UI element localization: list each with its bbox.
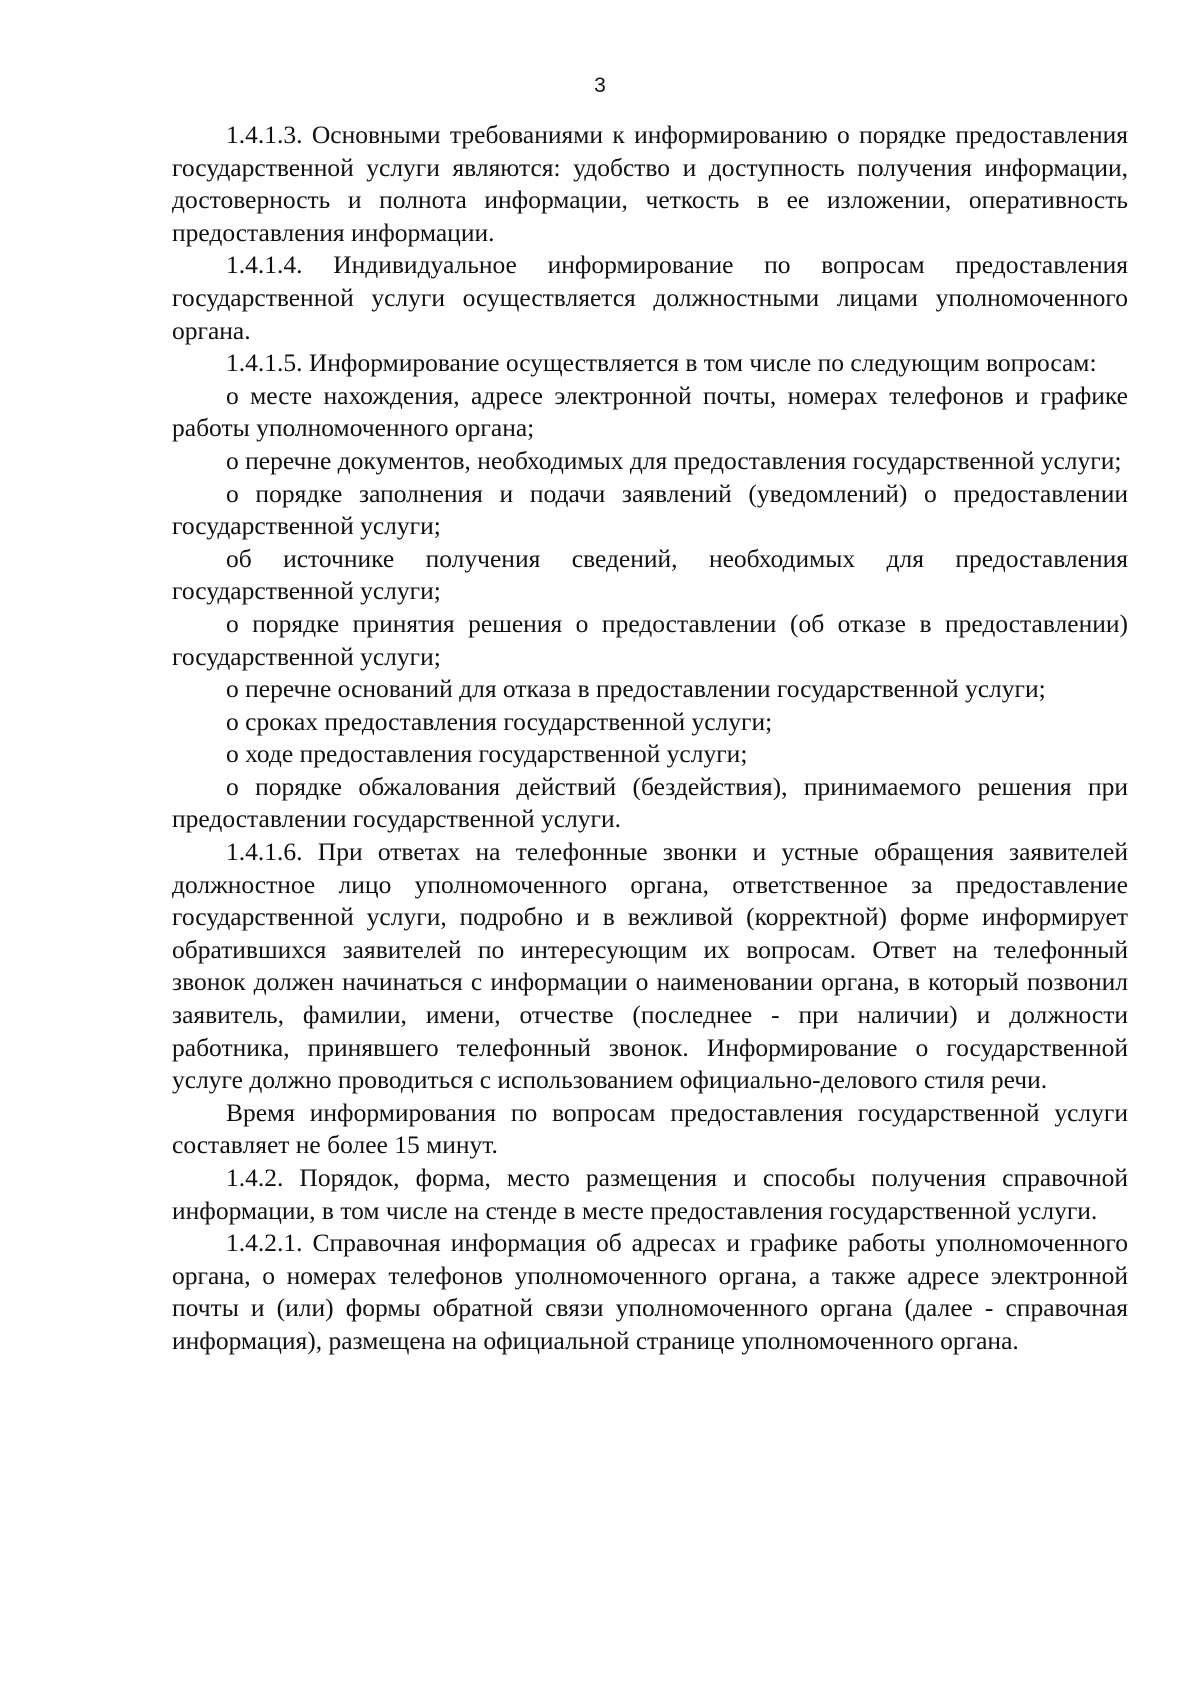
- list-item-location: о месте нахождения, адресе электронной почты, номерах телефонов и графике работы уполномоченного органа;: [172, 380, 1128, 443]
- paragraph-1-4-1-3: 1.4.1.3. Основными требованиями к информированию о порядке предоставления государственной услуги являются: удобство и доступность получения информации, достоверность и полнота информации, четкость в ее изложении, оперативность предоставления информации.: [172, 120, 1128, 247]
- list-item-progress: о ходе предоставления государственной услуги;: [226, 739, 748, 769]
- document-body: [172, 119, 1128, 1358]
- paragraph-1-4-1-6: 1.4.1.6. При ответах на телефонные звонки и устные обращения заявителей должностное лицо уполномоченного органа, ответственное за предоставление государственной услуги, подробно и в вежливой (корректной) форме информирует обратившихся заявителей по интересующим их вопросам. Ответ на телефонный звонок должен начинаться с информации о наименовании органа, в который позвонил заявитель, фамилии, имени, отчестве (последнее - при наличии) и должности работника, принявшего телефонный звонок. Информирование о государственной услуге должно проводиться с использованием официально-делового стиля речи.: [172, 837, 1128, 1095]
- paragraph-1-4-2: 1.4.2. Порядок, форма, место размещения и способы получения справочной информации, в том числе на стенде в месте предоставления государственной услуги.: [172, 1163, 1128, 1225]
- list-item-application-procedure: о порядке заполнения и подачи заявлений (уведомлений) о предоставлении государственной услуги;: [172, 478, 1128, 541]
- paragraph-1-4-1-4: 1.4.1.4. Индивидуальное информирование по вопросам предоставления государственной услуги осуществляется должностными лицами уполномоченного органа.: [172, 250, 1128, 345]
- paragraph-1-4-2-1: 1.4.2.1. Справочная информация об адресах и графике работы уполномоченного органа, о номерах телефонов уполномоченного органа, а также адресе электронной почты и (или) формы обратной связи уполномоченного органа (далее - справочная информация), размещена на официальной странице уполномоченного органа.: [172, 1228, 1128, 1355]
- list-item-refusal-grounds: о перечне оснований для отказа в предоставлении государственной услуги;: [226, 674, 1046, 704]
- list-item-decision-procedure: о порядке принятия решения о предоставлении (об отказе в предоставлении) государственной услуги;: [172, 608, 1128, 671]
- list-item-appeal-procedure: о порядке обжалования действий (бездействия), принимаемого решения при предоставлении государственной услуги.: [172, 771, 1128, 834]
- paragraph-consultation-time: Время информирования по вопросам предоставления государственной услуги составляет не более 15 минут.: [172, 1097, 1128, 1160]
- list-item-documents: о перечне документов, необходимых для предоставления государственной услуги;: [226, 445, 1122, 475]
- page-number: 3: [594, 74, 606, 97]
- paragraph-1-4-1-5: 1.4.1.5. Информирование осуществляется в том числе по следующим вопросам:: [226, 348, 1097, 378]
- list-item-information-source: об источнике получения сведений, необходимых для предоставления государственной услуги;: [172, 543, 1128, 606]
- list-item-deadlines: о сроках предоставления государственной услуги;: [226, 706, 773, 736]
